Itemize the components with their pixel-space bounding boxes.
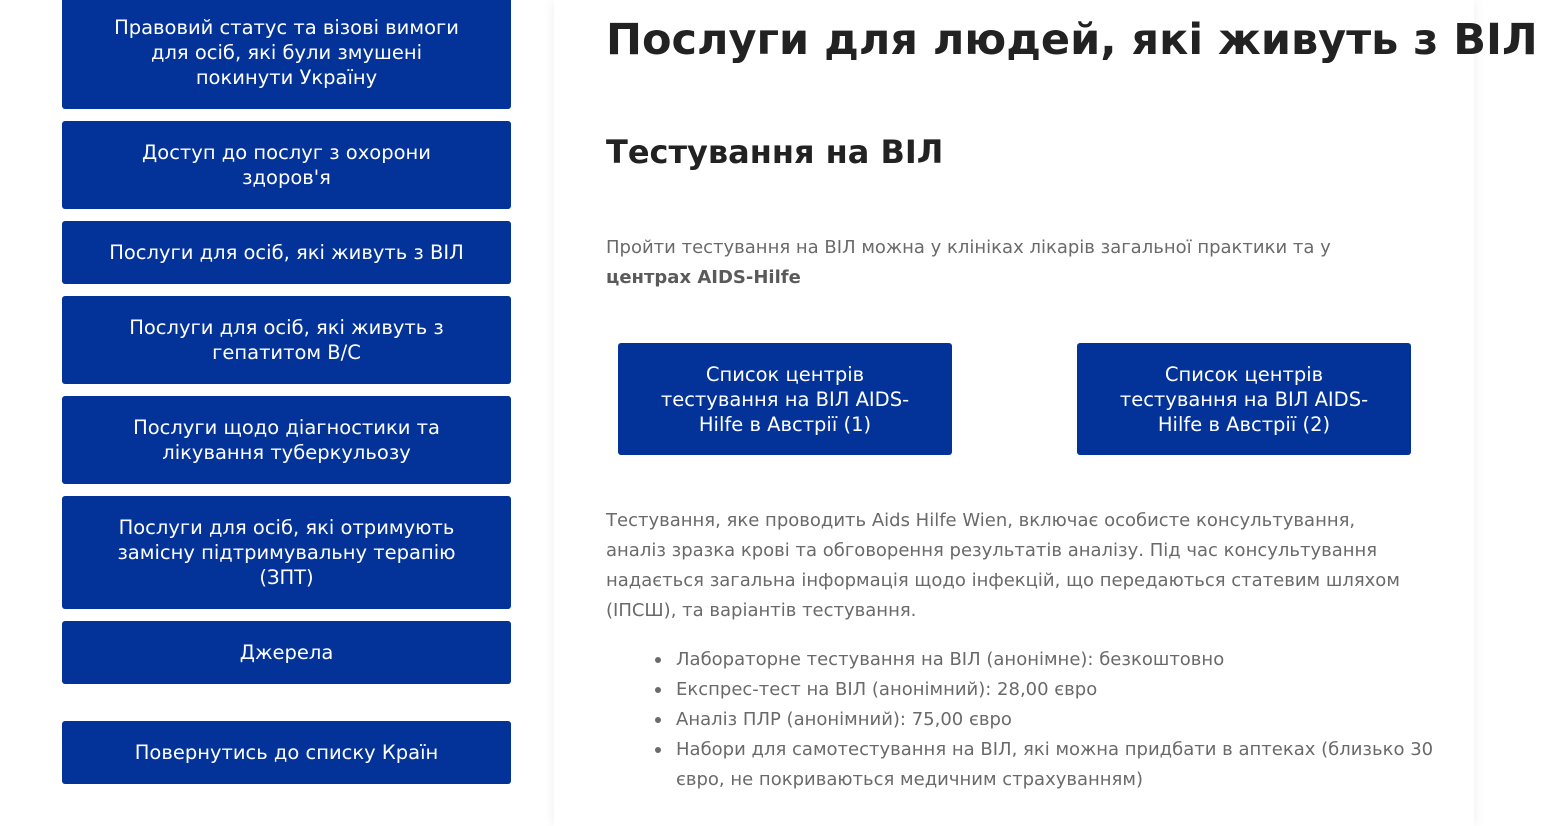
list-item	[676, 705, 1436, 735]
sidebar-item-ost-services[interactable]: Послуги для осіб, які отримують замісну підтримувальну терапію (ЗПТ)	[62, 496, 511, 609]
page-title: Послуги для людей, які живуть з ВІЛ	[606, 15, 1538, 65]
intro-text-bold: центрах AIDS-Hilfe	[606, 267, 801, 288]
bullet-icon	[655, 687, 661, 693]
bullet-icon	[655, 717, 661, 723]
testing-description: Тестування, яке проводить Aids Hilfe Wien, включає особисте консультування, аналіз зразка крові та обговорення результатів аналізу. Під час консультування надається загальна інформація щодо інфекцій, що передаються статевим шляхом (ІПСШ), та варіантів тестування.	[606, 510, 1400, 621]
list-item-text: Лабораторне тестування на ВІЛ (анонімне): безкоштовно	[676, 649, 1225, 670]
sidebar-item-hepatitis-services[interactable]: Послуги для осіб, які живуть з гепатитом В/С	[62, 296, 511, 384]
list-item-text: Аналіз ПЛР (анонімний): 75,00 євро	[676, 709, 1012, 730]
back-to-countries-button[interactable]: Повернутись до списку Країн	[62, 721, 511, 784]
sidebar-item-hiv-services[interactable]: Послуги для осіб, які живуть з ВІЛ	[62, 221, 511, 284]
testing-centers-list-1-button[interactable]: Список центрів тестування на ВІЛ AIDS-Hilfe в Австрії (1)	[618, 343, 952, 455]
pricing-list	[676, 645, 1436, 795]
list-item	[676, 645, 1436, 675]
testing-centers-list-2-button[interactable]: Список центрів тестування на ВІЛ AIDS-Hilfe в Австрії (2)	[1077, 343, 1411, 455]
list-item-text: Набори для самотестування на ВІЛ, які можна придбати в аптеках (близько 30 євро, не покриваються медичним страхуванням)	[676, 739, 1434, 790]
list-item	[676, 675, 1436, 705]
sidebar-item-healthcare-access[interactable]: Доступ до послуг з охорони здоров'я	[62, 121, 511, 209]
sidebar-item-tuberculosis-services[interactable]: Послуги щодо діагностики та лікування туберкульозу	[62, 396, 511, 484]
section-title: Тестування на ВІЛ	[606, 133, 944, 171]
bullet-icon	[655, 657, 661, 663]
intro-text	[606, 233, 1406, 293]
bullet-icon	[655, 747, 661, 753]
list-item-text: Експрес-тест на ВІЛ (анонімний): 28,00 євро	[676, 679, 1098, 700]
sidebar-item-legal-status[interactable]: Правовий статус та візові вимоги для осіб, які були змушені покинути Україну	[62, 0, 511, 109]
list-item	[676, 735, 1436, 795]
sidebar-item-sources[interactable]: Джерела	[62, 621, 511, 684]
intro-text-plain: Пройти тестування на ВІЛ можна у клініках лікарів загальної практики та у	[606, 237, 1331, 258]
